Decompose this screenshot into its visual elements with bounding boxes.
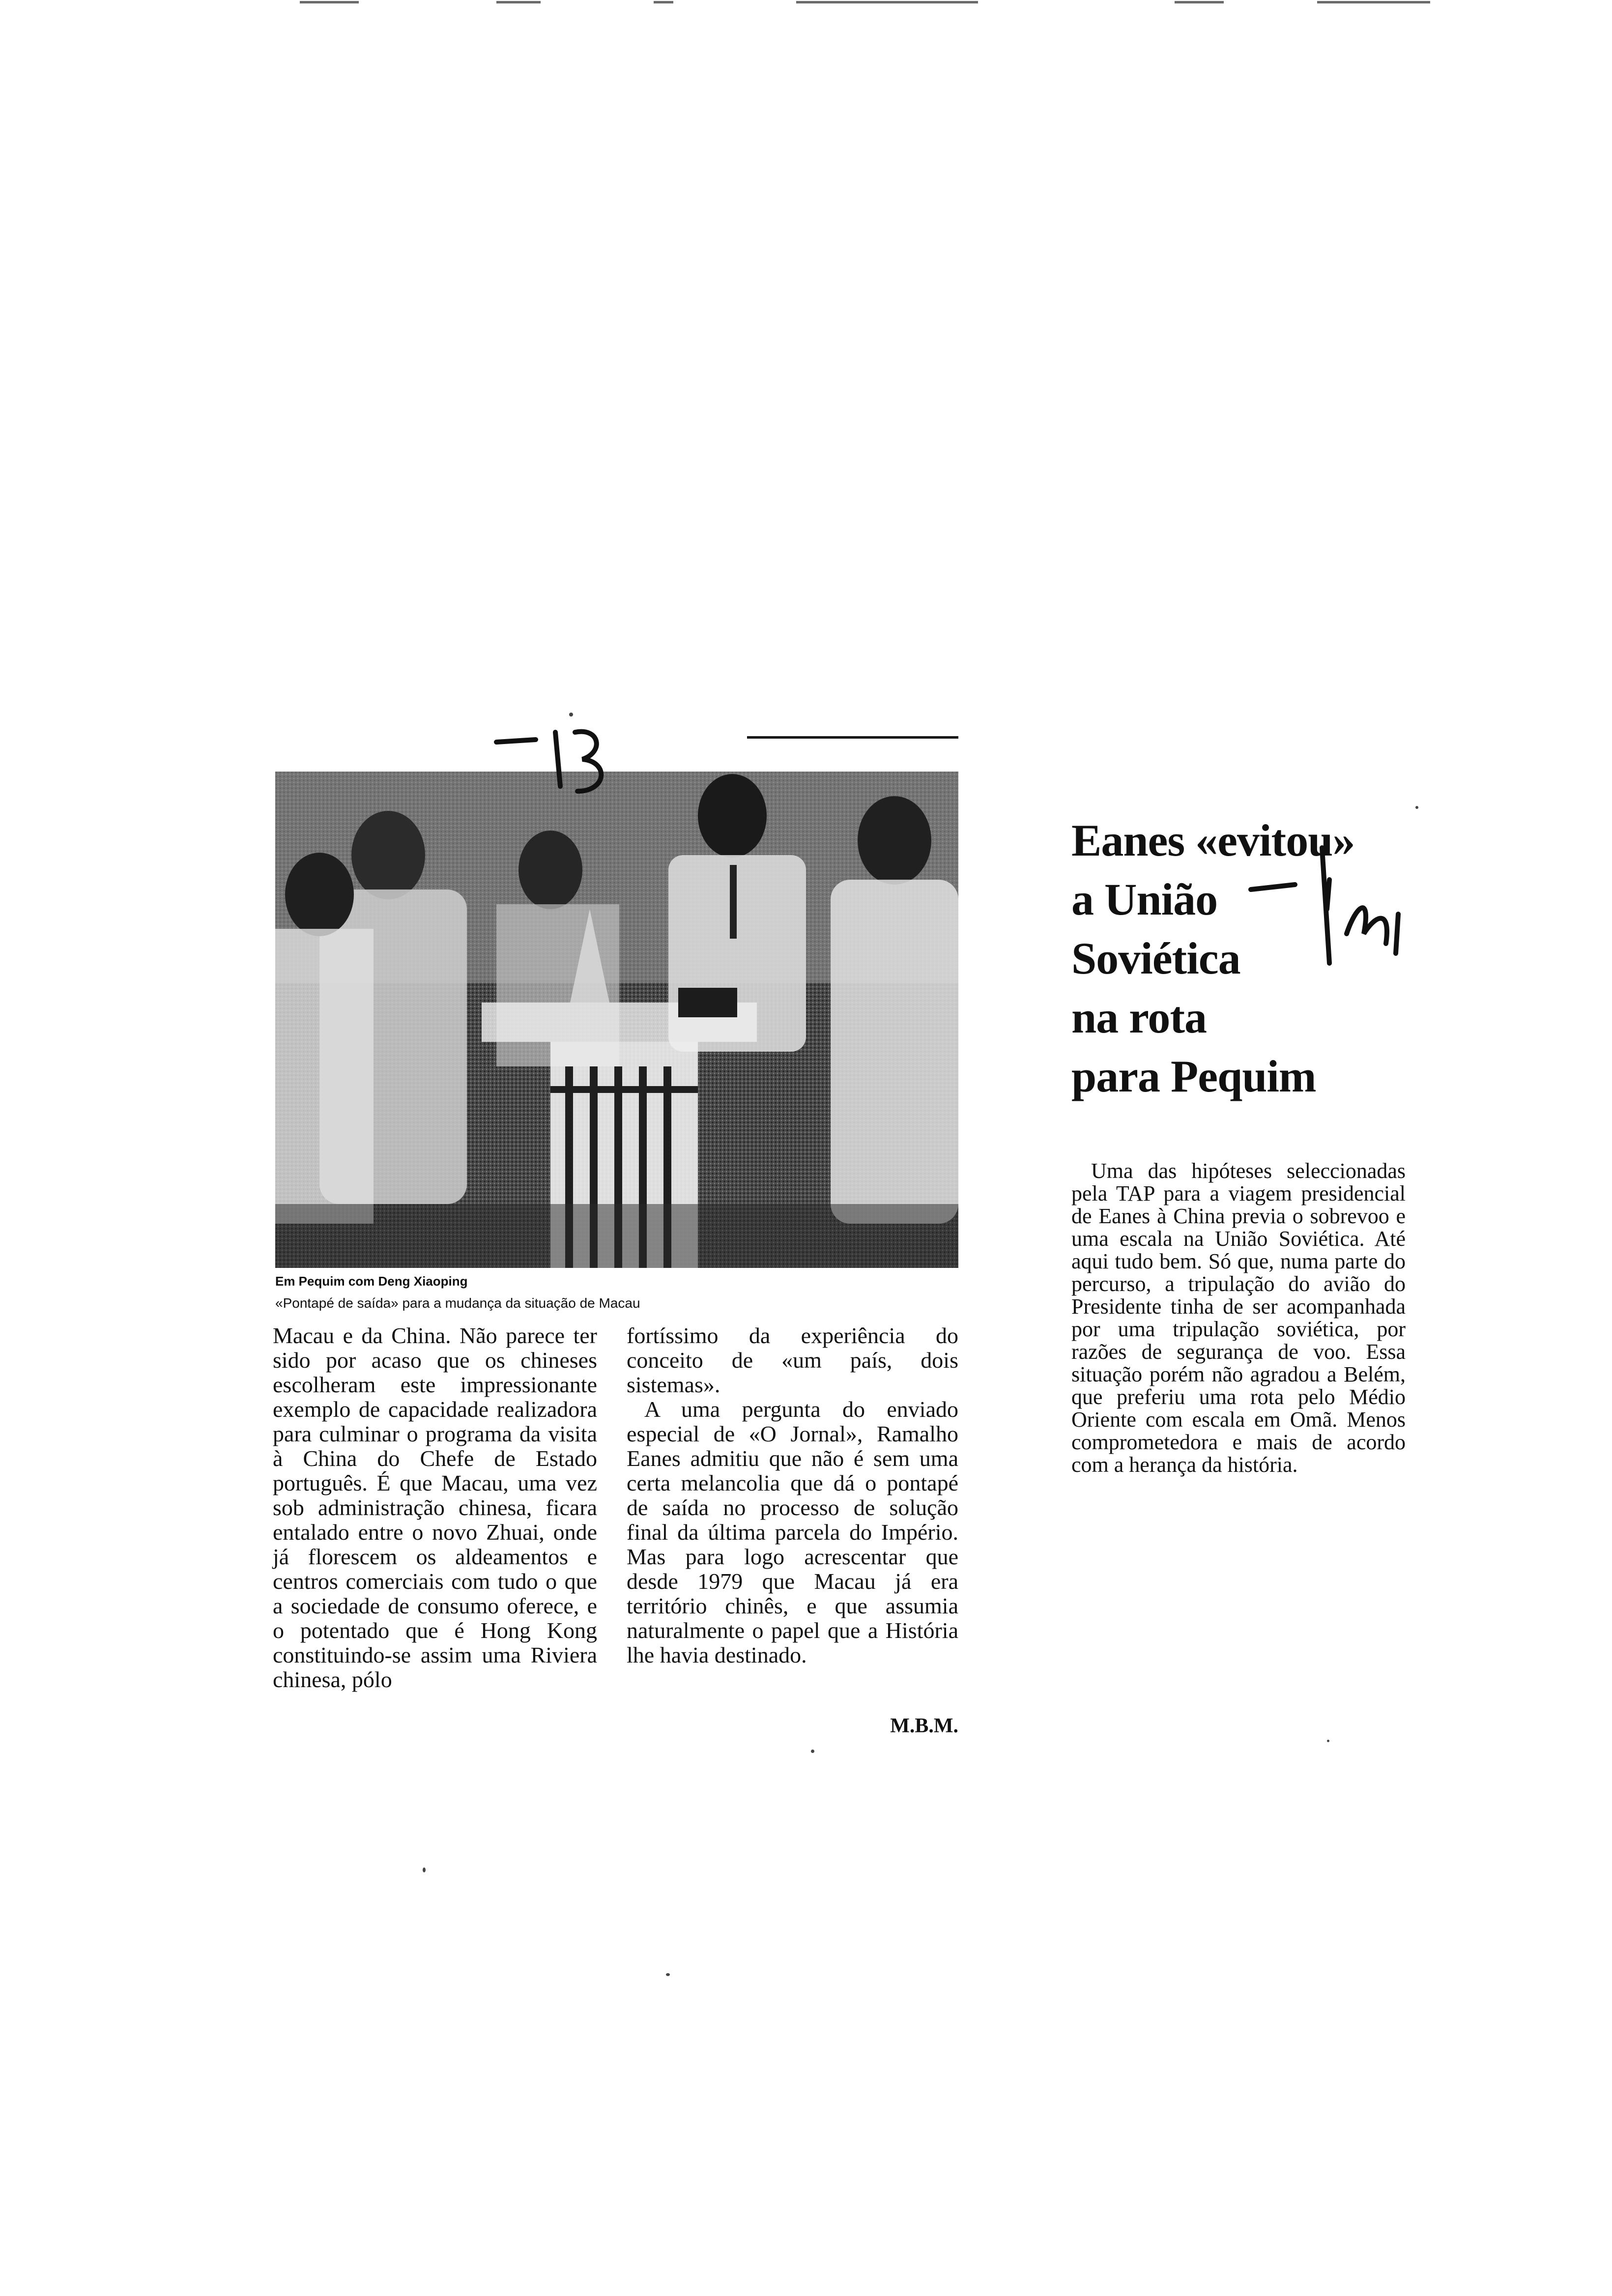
photo-caption-text: «Pontapé de saída» para a mudança da situação de Macau [275, 1295, 640, 1311]
photo-caption-title: Em Pequim com Deng Xiaoping [275, 1274, 468, 1289]
headline-line: na rota [1071, 992, 1207, 1042]
scan-speck [811, 1750, 814, 1753]
handwritten-dash-photo [496, 740, 536, 742]
article-column-2 [627, 1323, 958, 1667]
scan-speck [569, 713, 573, 717]
scan-speck [666, 1973, 670, 1976]
article-column-1 [273, 1323, 597, 1692]
sidebar-body: Uma das hipóteses seleccionadas pela TAP para a viagem presidencial de Eanes à China previa o sobrevoo e uma escala na União Soviética. Até aqui tudo bem. Só que, numa parte do percurso, a tripulação do avião do Presidente tinha de ser acompanhada por uma tripulação soviética, por razões de segurança de voo. Essa situação porém não agradou a Belém, que preferiu uma rota pelo Médio Oriente com escala em Omã. Menos comprometedora e mais de acordo com a herança da história. [1071, 1159, 1406, 1477]
headline-line: para Pequim [1071, 1051, 1316, 1101]
article-col2-paragraph-2: A uma pergunta do enviado especial de «O Jornal», Ramalho Eanes admitiu que não é sem uma certa melancolia que dá o pontapé de saída no processo de solução final da última parcela do Império. Mas para logo acrescentar que desde 1979 que Macau já era território chinês, e que assumia naturalmente o papel que a História lhe havia destinado. [627, 1397, 958, 1667]
headline-line: a União [1071, 874, 1218, 924]
author-signature: M.B.M. [890, 1715, 958, 1737]
scan-edge-marks [0, 0, 1612, 10]
top-rule [747, 736, 958, 739]
scan-speck [423, 1867, 426, 1872]
headline-line: Soviética [1071, 933, 1240, 983]
scan-speck [1327, 1740, 1329, 1742]
article-col1-text: Macau e da China. Não parece ter sido por acaso que os chineses escolheram este impressionante exemplo de capacidade realizadora para culminar o programa da visita à China do Chefe de Estado português. É que Macau, uma vez sob administração chinesa, ficara entalado entre o novo Zhuai, onde já florescem os aldeamentos e centros comerciais com tudo o que a sociedade de consumo oferece, e o potentado que é Hong Kong constituindo-se assim uma Riviera chinesa, pólo [273, 1323, 597, 1692]
scan-speck [1415, 806, 1418, 809]
news-photo [275, 772, 958, 1268]
headline-line: Eanes «evitou» [1071, 815, 1355, 865]
sidebar-headline [1071, 811, 1415, 1106]
photo-scene [275, 772, 958, 1268]
article-col2-paragraph-1: fortíssimo da experiência do conceito de «um país, dois sistemas». [627, 1323, 958, 1397]
